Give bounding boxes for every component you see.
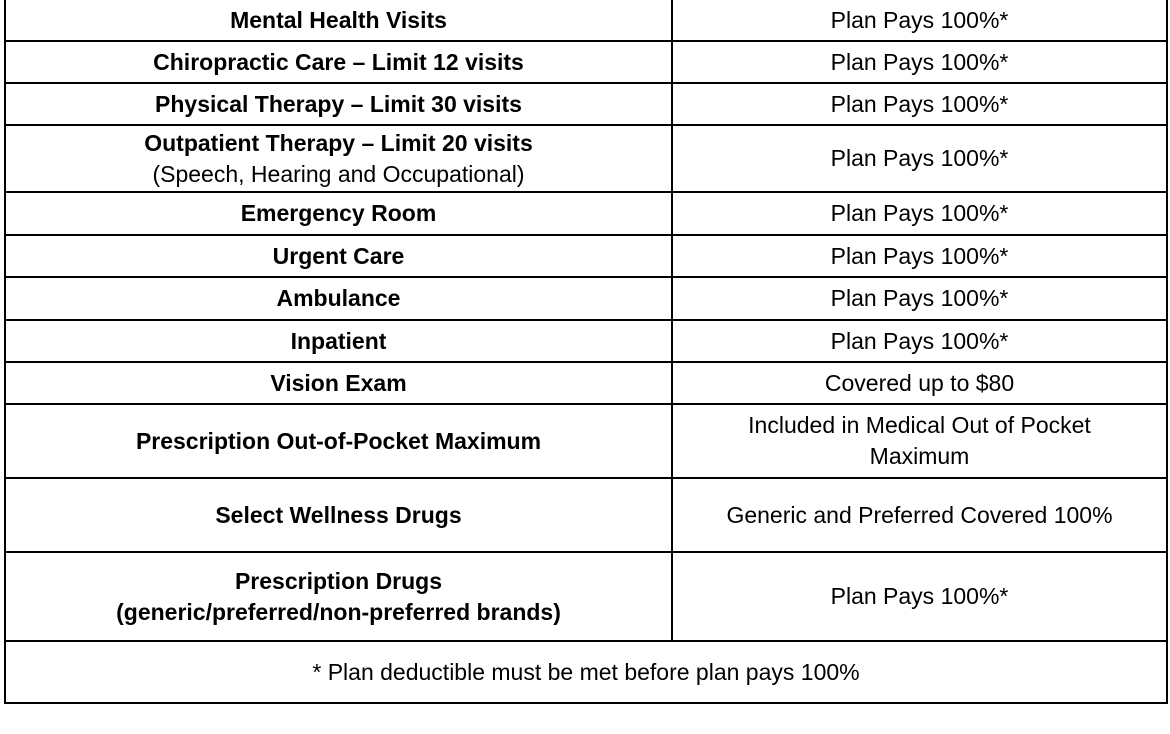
benefit-label-line1: Prescription Drugs: [234, 567, 443, 594]
benefit-value-line2: Maximum: [869, 443, 970, 469]
benefit-label: Urgent Care: [5, 235, 672, 277]
benefit-value: Plan Pays 100%*: [672, 235, 1167, 277]
benefit-label-cell: [5, 552, 672, 641]
table-row: [5, 320, 1167, 362]
benefit-label: Outpatient Therapy – Limit 20 visits: [144, 129, 533, 156]
table-row: [5, 552, 1167, 641]
footnote: * Plan deductible must be met before plan pays 100%: [5, 641, 1167, 703]
benefit-label: Select Wellness Drugs: [5, 478, 672, 552]
benefit-value: Plan Pays 100%*: [672, 192, 1167, 235]
benefit-value: Plan Pays 100%*: [672, 552, 1167, 641]
benefit-value: Plan Pays 100%*: [672, 277, 1167, 320]
benefit-label: Physical Therapy – Limit 30 visits: [5, 83, 672, 125]
benefit-value-cell: [672, 404, 1167, 478]
benefit-sublabel: (Speech, Hearing and Occupational): [152, 160, 525, 187]
benefit-label: Prescription Out-of-Pocket Maximum: [5, 404, 672, 478]
benefit-value: Plan Pays 100%*: [672, 320, 1167, 362]
benefit-label: Vision Exam: [5, 362, 672, 404]
benefit-value: Plan Pays 100%*: [672, 125, 1167, 192]
table-row: [5, 83, 1167, 125]
benefit-value-line1: Included in Medical Out of Pocket: [748, 412, 1091, 438]
benefit-value: Generic and Preferred Covered 100%: [672, 478, 1167, 552]
benefit-value: Plan Pays 100%*: [672, 41, 1167, 83]
benefits-table: [4, 0, 1168, 704]
table-row: [5, 404, 1167, 478]
table-row: [5, 0, 1167, 41]
table-row: [5, 235, 1167, 277]
table-row: [5, 478, 1167, 552]
benefit-value: Plan Pays 100%*: [672, 0, 1167, 41]
benefit-label: Inpatient: [5, 320, 672, 362]
benefit-label-cell: [5, 125, 672, 192]
table-row: [5, 192, 1167, 235]
table-row: [5, 125, 1167, 192]
benefit-label: Mental Health Visits: [5, 0, 672, 41]
table-row: [5, 277, 1167, 320]
benefit-label-line2: (generic/preferred/non-preferred brands): [116, 598, 561, 625]
footnote-row: [5, 641, 1167, 703]
benefit-label: Ambulance: [5, 277, 672, 320]
benefit-value: Covered up to $80: [672, 362, 1167, 404]
benefit-label: Emergency Room: [5, 192, 672, 235]
table-row: [5, 362, 1167, 404]
benefit-label: Chiropractic Care – Limit 12 visits: [5, 41, 672, 83]
table-row: [5, 41, 1167, 83]
benefit-value: Plan Pays 100%*: [672, 83, 1167, 125]
